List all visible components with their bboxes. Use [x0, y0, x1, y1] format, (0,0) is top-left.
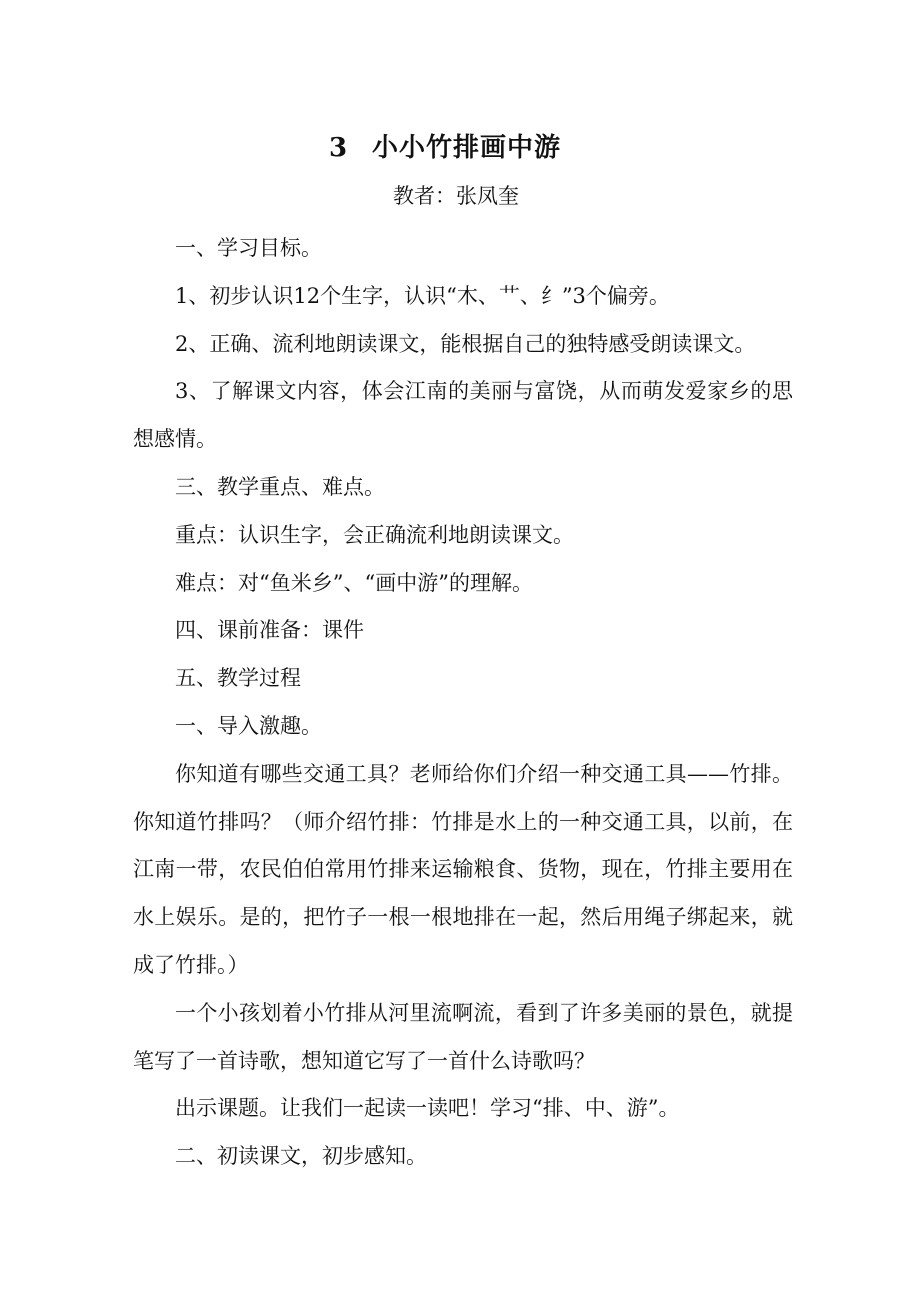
- paragraph: 3、了解课文内容，体会江南的美丽与富饶，从而萌发爱家乡的思想感情。: [133, 379, 793, 452]
- paragraph: 重点：认识生字，会正确流利地朗读课文。: [175, 522, 574, 547]
- teacher-line: 教者：张凤奎: [393, 184, 519, 208]
- lesson-title: [0, 128, 890, 168]
- paragraph: 难点：对“鱼米乡”、“画中游”的理解。: [175, 570, 533, 595]
- paragraph: 一、导入激趣。: [175, 713, 322, 738]
- paragraph: 2、正确、流利地朗读课文，能根据自己的独特感受朗读课文。: [175, 331, 756, 356]
- document-body: [133, 225, 793, 1181]
- paragraph: 1、初步认识12个生字，认识“木、艹、纟”3个偏旁。: [175, 283, 670, 308]
- lesson-number: 3: [328, 133, 349, 163]
- paragraph: 一、学习目标。: [175, 236, 322, 260]
- paragraph: 你知道有哪些交通工具？老师给你们介绍一种交通工具——竹排。你知道竹排吗？（师介绍竹排：竹排是水上的一种交通工具，以前，在江南一带，农民伯伯常用竹排来运输粮食、货物，现在，竹排主要用在水上娱乐。是的，把竹子一根一根地排在一起，然后用绳子绑起来，就成了竹排。）: [133, 761, 793, 977]
- lesson-title-text: 小小竹排画中游: [372, 133, 562, 163]
- paragraph: 四、课前准备：课件: [175, 618, 364, 643]
- paragraph: 出示课题。让我们一起读一读吧！学习“排、中、游”。: [175, 1096, 680, 1121]
- paragraph: 一个小孩划着小竹排从河里流啊流，看到了许多美丽的景色，就提笔写了一首诗歌，想知道它写了一首什么诗歌吗？: [133, 1000, 793, 1073]
- paragraph: 五、教学过程: [175, 666, 301, 691]
- paragraph: 二、初读课文，初步感知。: [175, 1144, 427, 1169]
- paragraph: 三、教学重点、难点。: [175, 474, 385, 499]
